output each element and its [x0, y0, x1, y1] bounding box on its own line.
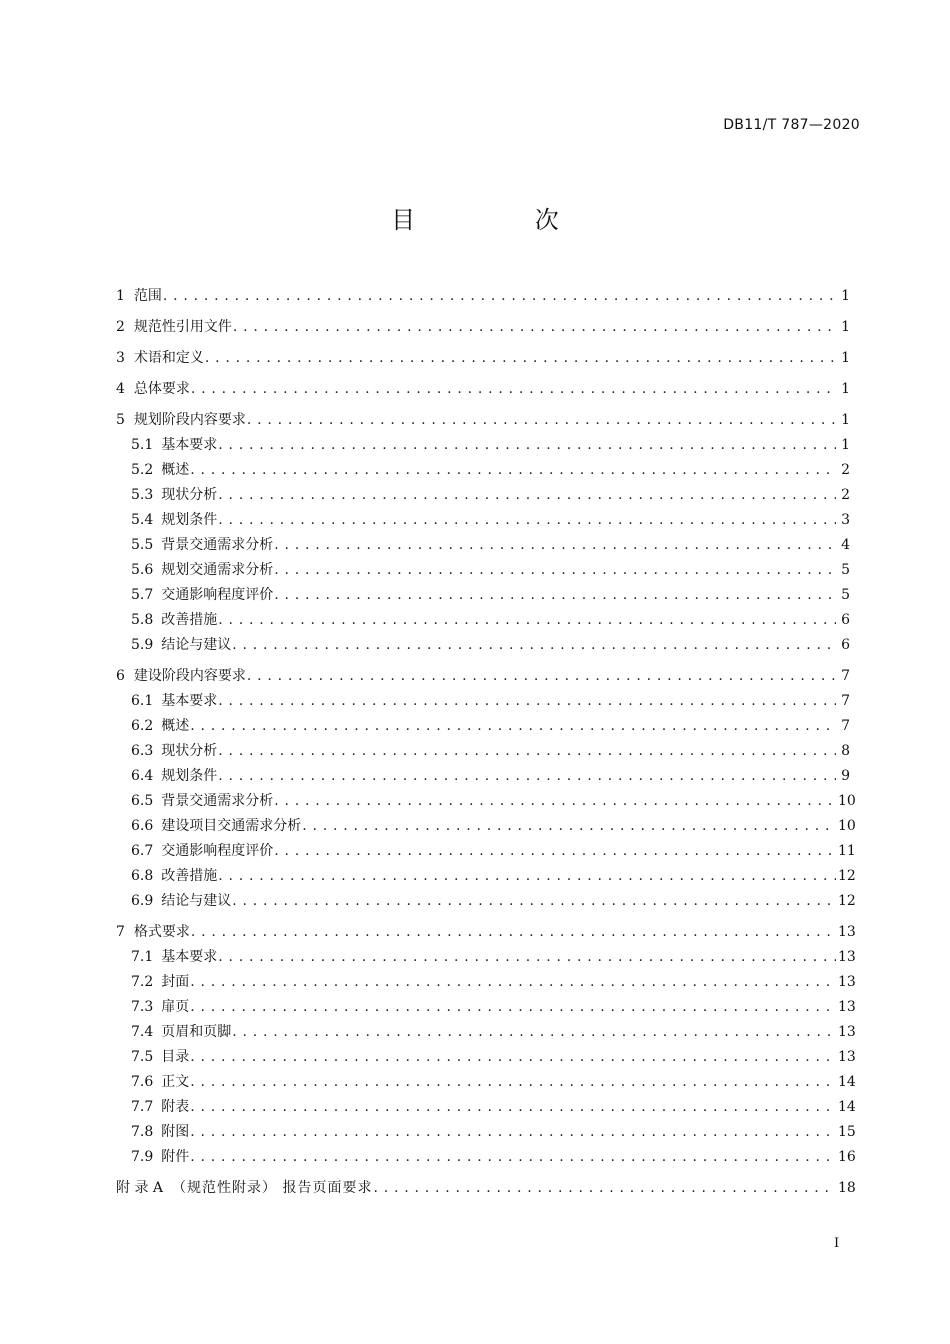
dot-leader — [218, 766, 836, 786]
toc-entry-number: 5.4 — [131, 512, 154, 528]
toc-entry[interactable] — [116, 312, 850, 337]
toc-entry-page: 14 — [838, 1099, 856, 1115]
toc-entry-number: 5.1 — [131, 437, 154, 453]
toc-entry[interactable] — [116, 861, 856, 886]
toc-entry-number: 6.4 — [131, 768, 154, 784]
toc-entry[interactable] — [116, 992, 856, 1017]
toc-entry[interactable] — [116, 761, 850, 786]
toc-entry[interactable] — [116, 1142, 856, 1167]
dot-leader — [218, 741, 836, 761]
toc-entry-page: 7 — [841, 668, 850, 684]
dot-leader — [190, 1047, 836, 1067]
toc-entry-page: 13 — [838, 924, 856, 940]
toc-entry-number: 附 录 A — [116, 1180, 164, 1196]
toc-entry-number: 7.7 — [131, 1099, 154, 1115]
dot-leader — [163, 286, 836, 306]
toc-entry-page: 18 — [838, 1180, 856, 1196]
dot-leader — [190, 972, 836, 992]
toc-entry-page: 6 — [841, 612, 850, 628]
toc-entry-page: 1 — [841, 437, 850, 453]
toc-entry[interactable] — [116, 1042, 856, 1067]
document-code: DB11/T 787—2020 — [723, 117, 860, 133]
toc-entry-page: 2 — [841, 462, 850, 478]
page-number: I — [834, 1236, 840, 1251]
toc-entry[interactable] — [116, 1017, 856, 1042]
toc-entry-number: 6.1 — [131, 693, 154, 709]
toc-entry-label: 目录 — [161, 1049, 190, 1065]
dot-leader — [274, 841, 836, 861]
dot-leader — [302, 816, 836, 836]
toc-entry-page: 12 — [838, 868, 856, 884]
toc-entry[interactable] — [116, 811, 856, 836]
toc-entry-label: 概述 — [161, 462, 190, 478]
toc-entry[interactable] — [116, 886, 856, 911]
toc-entry-number: 6.3 — [131, 743, 154, 759]
toc-entry-label: 建设阶段内容要求 — [133, 668, 246, 684]
toc-entry-page: 5 — [841, 562, 850, 578]
toc-entry[interactable] — [116, 405, 850, 430]
toc-entry-page: 13 — [838, 974, 856, 990]
toc-entry-page: 1 — [841, 319, 850, 335]
toc-entry-page: 2 — [841, 487, 850, 503]
toc-entry-label: 附图 — [161, 1124, 190, 1140]
page-title: 目 次 — [391, 206, 615, 234]
toc-entry-page: 13 — [838, 1049, 856, 1065]
toc-entry-label: 范围 — [133, 288, 162, 304]
toc-entry-label: 现状分析 — [161, 487, 218, 503]
toc-entry-number: 6.7 — [131, 843, 154, 859]
toc-entry-label: 改善措施 — [161, 868, 218, 884]
toc-entry[interactable] — [116, 917, 856, 942]
dot-leader — [205, 348, 836, 368]
table-of-contents — [116, 281, 856, 1198]
dot-leader — [218, 691, 836, 711]
toc-entry-number: 5.2 — [131, 462, 154, 478]
dot-leader — [218, 435, 836, 455]
toc-entry-label: 页眉和页脚 — [161, 1024, 232, 1040]
dot-leader — [190, 1122, 836, 1142]
toc-entry-number: 1 — [116, 288, 125, 304]
toc-entry-label: 交通影响程度评价 — [161, 843, 274, 859]
toc-entry[interactable] — [116, 1067, 856, 1092]
toc-entry-label: 背景交通需求分析 — [161, 537, 274, 553]
toc-entry-page: 13 — [838, 949, 856, 965]
dot-leader — [190, 1072, 836, 1092]
toc-entry-label: 规划阶段内容要求 — [133, 412, 246, 428]
toc-entry-number: 7.4 — [131, 1024, 154, 1040]
toc-entry[interactable] — [116, 455, 850, 480]
toc-entry-label: 现状分析 — [161, 743, 218, 759]
toc-entry[interactable] — [116, 836, 856, 861]
dot-leader — [190, 1097, 836, 1117]
toc-entry-number: 6 — [116, 668, 125, 684]
toc-entry-number: 6.9 — [131, 893, 154, 909]
toc-entry-number: 7.3 — [131, 999, 154, 1015]
toc-entry-label: 规划交通需求分析 — [161, 562, 274, 578]
toc-entry-label: 交通影响程度评价 — [161, 587, 274, 603]
dot-leader — [190, 997, 836, 1017]
toc-entry-page: 5 — [841, 587, 850, 603]
toc-entry-page: 3 — [841, 512, 850, 528]
dot-leader — [247, 410, 836, 430]
toc-entry[interactable] — [116, 1092, 856, 1117]
toc-entry-number: 6.2 — [131, 718, 154, 734]
toc-entry-label: 背景交通需求分析 — [161, 793, 274, 809]
toc-entry-number: 5.8 — [131, 612, 154, 628]
toc-entry[interactable] — [116, 711, 850, 736]
toc-entry-number: 7.2 — [131, 974, 154, 990]
toc-entry[interactable] — [116, 343, 850, 368]
dot-leader — [218, 866, 836, 886]
toc-entry-number: 5.9 — [131, 637, 154, 653]
toc-entry-label: 基本要求 — [161, 949, 218, 965]
toc-entry[interactable] — [116, 942, 856, 967]
toc-entry-label: 基本要求 — [161, 437, 218, 453]
toc-entry-label: 建设项目交通需求分析 — [161, 818, 302, 834]
toc-entry-number: 5.6 — [131, 562, 154, 578]
toc-entry-number: 5.3 — [131, 487, 154, 503]
dot-leader — [190, 460, 836, 480]
dot-leader — [218, 947, 836, 967]
toc-entry[interactable] — [116, 736, 850, 761]
toc-entry-number: 3 — [116, 350, 125, 366]
toc-entry-number: 2 — [116, 319, 125, 335]
toc-entry-page: 1 — [841, 288, 850, 304]
dot-leader — [232, 891, 836, 911]
toc-entry[interactable] — [116, 505, 850, 530]
dot-leader — [274, 560, 836, 580]
toc-entry-number: 5 — [116, 412, 125, 428]
toc-entry[interactable] — [116, 630, 850, 655]
toc-entry-page: 1 — [841, 350, 850, 366]
toc-entry[interactable] — [116, 686, 850, 711]
toc-entry-page: 11 — [838, 843, 856, 859]
toc-entry-label: 概述 — [161, 718, 190, 734]
dot-leader — [233, 317, 836, 337]
toc-entry-page: 13 — [838, 1024, 856, 1040]
toc-entry-page: 10 — [838, 793, 856, 809]
toc-entry-number: 6.5 — [131, 793, 154, 809]
toc-entry-page: 9 — [841, 768, 850, 784]
toc-entry-label: 总体要求 — [133, 381, 190, 397]
toc-entry-label: 改善措施 — [161, 612, 218, 628]
toc-entry-number: 5.5 — [131, 537, 154, 553]
toc-entry-label: 规划条件 — [161, 512, 218, 528]
toc-entry-label: 结论与建议 — [161, 637, 232, 653]
toc-entry-number: 7.9 — [131, 1149, 154, 1165]
dot-leader — [232, 635, 836, 655]
toc-entry[interactable] — [116, 480, 850, 505]
toc-entry-label: 规划条件 — [161, 768, 218, 784]
dot-leader — [232, 1022, 836, 1042]
dot-leader — [274, 535, 836, 555]
toc-entry-number: 7.6 — [131, 1074, 154, 1090]
toc-entry-label: （规范性附录） 报告页面要求 — [172, 1180, 373, 1196]
toc-entry[interactable] — [116, 430, 850, 455]
toc-entry-number: 5.7 — [131, 587, 154, 603]
toc-entry-number: 6.6 — [131, 818, 154, 834]
dot-leader — [191, 379, 836, 399]
toc-entry-label: 附件 — [161, 1149, 190, 1165]
toc-entry[interactable] — [116, 967, 856, 992]
toc-entry[interactable] — [116, 1117, 856, 1142]
dot-leader — [190, 716, 836, 736]
toc-entry-page: 6 — [841, 637, 850, 653]
dot-leader — [218, 610, 836, 630]
dot-leader — [247, 666, 836, 686]
toc-entry-page: 7 — [841, 693, 850, 709]
toc-entry-page: 13 — [838, 999, 856, 1015]
toc-entry-number: 7.5 — [131, 1049, 154, 1065]
toc-entry[interactable] — [116, 661, 850, 686]
toc-entry-page: 4 — [841, 537, 850, 553]
dot-leader — [274, 585, 836, 605]
toc-entry-page: 7 — [841, 718, 850, 734]
toc-entry[interactable] — [116, 1173, 856, 1198]
toc-entry-label: 术语和定义 — [133, 350, 204, 366]
dot-leader — [190, 1147, 836, 1167]
dot-leader — [218, 510, 836, 530]
toc-entry-number: 7.8 — [131, 1124, 154, 1140]
toc-entry-number: 4 — [116, 381, 125, 397]
toc-entry-page: 14 — [838, 1074, 856, 1090]
toc-entry-page: 1 — [841, 412, 850, 428]
toc-entry-label: 规范性引用文件 — [133, 319, 232, 335]
toc-entry[interactable] — [116, 530, 850, 555]
toc-entry-number: 7.1 — [131, 949, 154, 965]
toc-entry-label: 扉页 — [161, 999, 190, 1015]
dot-leader — [218, 485, 836, 505]
toc-entry-page: 10 — [838, 818, 856, 834]
toc-entry-label: 基本要求 — [161, 693, 218, 709]
toc-entry[interactable] — [116, 605, 850, 630]
toc-entry-page: 12 — [838, 893, 856, 909]
toc-entry-page: 16 — [838, 1149, 856, 1165]
toc-entry-label: 正文 — [161, 1074, 190, 1090]
toc-entry[interactable] — [116, 580, 850, 605]
toc-entry[interactable] — [116, 281, 850, 306]
dot-leader — [373, 1178, 836, 1198]
toc-entry-number: 6.8 — [131, 868, 154, 884]
toc-entry-label: 格式要求 — [133, 924, 190, 940]
toc-entry-number: 7 — [116, 924, 125, 940]
dot-leader — [274, 791, 836, 811]
toc-entry-label: 附表 — [161, 1099, 190, 1115]
toc-entry-label: 封面 — [161, 974, 190, 990]
toc-entry-page: 15 — [838, 1124, 856, 1140]
toc-entry-page: 1 — [841, 381, 850, 397]
toc-entry[interactable] — [116, 374, 850, 399]
toc-entry-page: 8 — [841, 743, 850, 759]
toc-entry[interactable] — [116, 555, 850, 580]
toc-entry-label: 结论与建议 — [161, 893, 232, 909]
toc-entry[interactable] — [116, 786, 856, 811]
dot-leader — [191, 922, 836, 942]
